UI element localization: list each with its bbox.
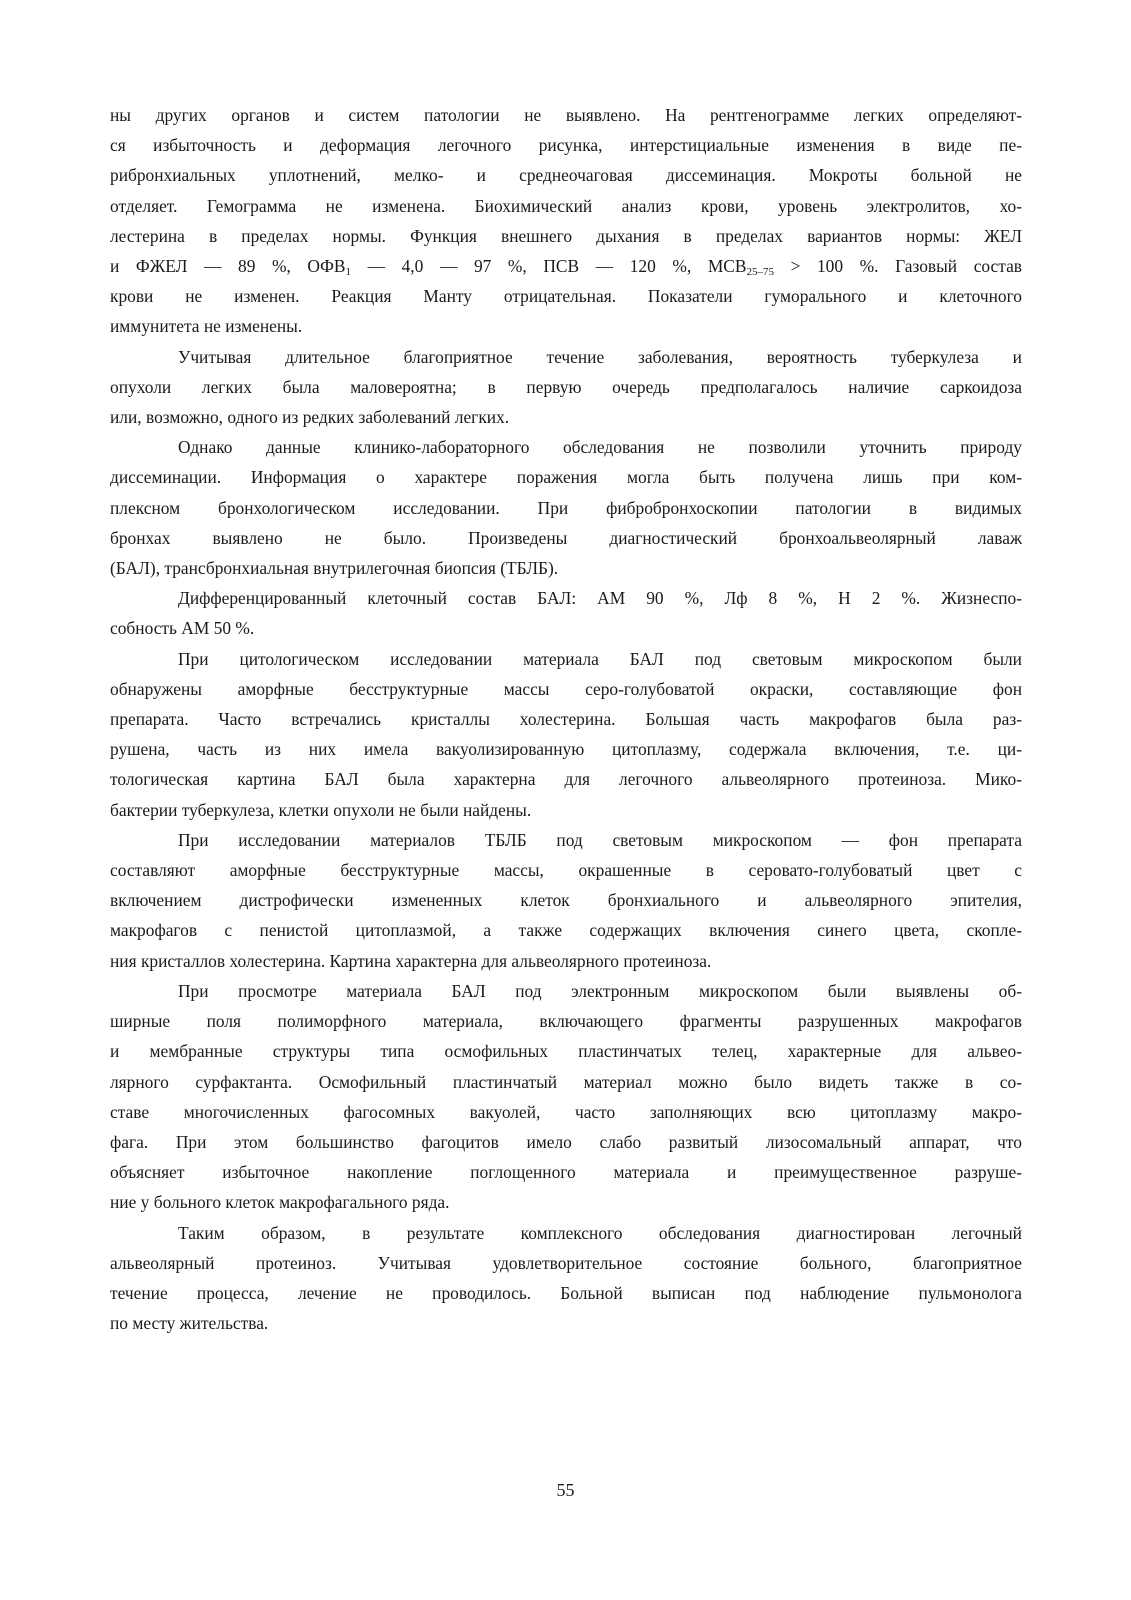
paragraph <box>110 100 1022 342</box>
text-line: крови не изменен. Реакция Манту отрицательная. Показатели гуморального и клеточного <box>110 286 1022 307</box>
text-line: Дифференцированный клеточный состав БАЛ: АМ 90 %, Лф 8 %, Н 2 %. Жизнеспо- <box>178 588 1022 609</box>
text-line: препарата. Часто встречались кристаллы холестерина. Большая часть макрофагов была раз- <box>110 709 1022 730</box>
text-line: и мембранные структуры типа осмофильных пластинчатых телец, характерные для альвео- <box>110 1041 1022 1062</box>
text-line: бронхах выявлено не было. Произведены диагностический бронхоальвеолярный лаваж <box>110 527 1022 548</box>
paragraph <box>110 825 1022 976</box>
text-run: и ФЖЕЛ — 89 %, ОФВ <box>110 256 346 277</box>
text-line: диссеминации. Информация о характере поражения могла быть получена лишь при ком- <box>110 467 1022 488</box>
text-line: течение процесса, лечение не проводилось. Больной выписан под наблюдение пульмонолога <box>110 1282 1022 1303</box>
text-line: ширные поля полиморфного материала, включающего фрагменты разрушенных макрофагов <box>110 1011 1022 1032</box>
text-line: бактерии туберкулеза, клетки опухоли не были найдены. <box>110 799 532 820</box>
paragraph <box>110 1218 1022 1339</box>
document-body <box>110 100 1022 1338</box>
text-line: фага. При этом большинство фагоцитов имело слабо развитый лизосомальный аппарат, что <box>110 1131 1022 1152</box>
text-line: (БАЛ), трансбронхиальная внутрилегочная биопсия (ТБЛБ). <box>110 558 559 579</box>
text-line: макрофагов с пенистой цитоплазмой, а также содержащих включения синего цвета, скопле- <box>110 920 1022 941</box>
text-line: ся избыточность и деформация легочного рисунка, интерстициальные изменения в виде пе- <box>110 135 1022 156</box>
text-line: ны других органов и систем патологии не выявлено. На рентгенограмме легких определяют- <box>110 105 1022 125</box>
paragraph <box>110 432 1022 583</box>
text-line: обнаружены аморфные бесструктурные массы серо-голубоватой окраски, составляющие фон <box>110 678 1022 699</box>
subscript: 1 <box>345 266 352 279</box>
text-line: составляют аморфные бесструктурные массы, окрашенные в серовато-голубоватый цвет с <box>110 860 1022 881</box>
text-line: иммунитета не изменены. <box>110 316 303 337</box>
text-line: по месту жительства. <box>110 1313 269 1334</box>
text-line: ния кристаллов холестерина. Картина характерна для альвеолярного протеиноза. <box>110 950 712 971</box>
subscript: 25–75 <box>746 266 774 279</box>
text-line: Однако данные клинико-лабораторного обследования не позволили уточнить природу <box>178 437 1022 458</box>
text-line: ставе многочисленных фагосомных вакуолей, часто заполняющих всю цитоплазму макро- <box>110 1101 1022 1122</box>
text-line: При цитологическом исследовании материала БАЛ под световым микроскопом были <box>178 648 1022 669</box>
text-line: опухоли легких была маловероятна; в первую очередь предполагалось наличие саркоидоза <box>110 376 1022 397</box>
paragraph <box>110 583 1022 643</box>
text-run: — 4,0 — 97 %, ПСВ — 120 %, МСВ <box>351 256 747 277</box>
text-line: Учитывая длительное благоприятное течение заболевания, вероятность туберкулеза и <box>178 346 1022 367</box>
paragraph <box>110 342 1022 433</box>
text-line: рибронхиальных уплотнений, мелко- и среднеочаговая диссеминация. Мокроты больной не <box>110 165 1022 186</box>
text-line: тологическая картина БАЛ была характерна для легочного альвеолярного протеиноза. Мико- <box>110 769 1022 790</box>
page-number: 55 <box>556 1480 575 1500</box>
text-line: объясняет избыточное накопление поглощенного материала и преимущественное разруше- <box>110 1162 1022 1183</box>
text-line: отделяет. Гемограмма не изменена. Биохимический анализ крови, уровень электролитов, хо- <box>110 195 1022 216</box>
text-line: Таким образом, в результате комплексного обследования диагностирован легочный <box>178 1222 1022 1243</box>
text-run: > 100 %. Газовый состав <box>773 256 1023 277</box>
text-line <box>110 251 1022 281</box>
text-line: или, возможно, одного из редких заболеваний легких. <box>110 407 510 428</box>
text-line: рушена, часть из них имела вакуолизированную цитоплазму, содержала включения, т.е. ци- <box>110 739 1022 760</box>
text-line: ние у больного клеток макрофагального ряда. <box>110 1192 450 1213</box>
text-line: При исследовании материалов ТБЛБ под световым микроскопом — фон препарата <box>178 829 1022 850</box>
text-line: лярного сурфактанта. Осмофильный пластинчатый материал можно было видеть также в со- <box>110 1071 1022 1092</box>
text-line: включением дистрофически измененных клеток бронхиального и альвеолярного эпителия, <box>110 890 1022 911</box>
paragraph <box>110 976 1022 1218</box>
paragraph <box>110 644 1022 825</box>
text-line: альвеолярный протеиноз. Учитывая удовлетворительное состояние больного, благоприятное <box>110 1252 1022 1273</box>
text-line: При просмотре материала БАЛ под электронным микроскопом были выявлены об- <box>178 980 1022 1001</box>
text-line: собность АМ 50 %. <box>110 618 255 639</box>
text-line: лестерина в пределах нормы. Функция внешнего дыхания в пределах вариантов нормы: ЖЕЛ <box>110 225 1022 246</box>
text-line: плексном бронхологическом исследовании. При фибробронхоскопии патологии в видимых <box>110 497 1022 518</box>
